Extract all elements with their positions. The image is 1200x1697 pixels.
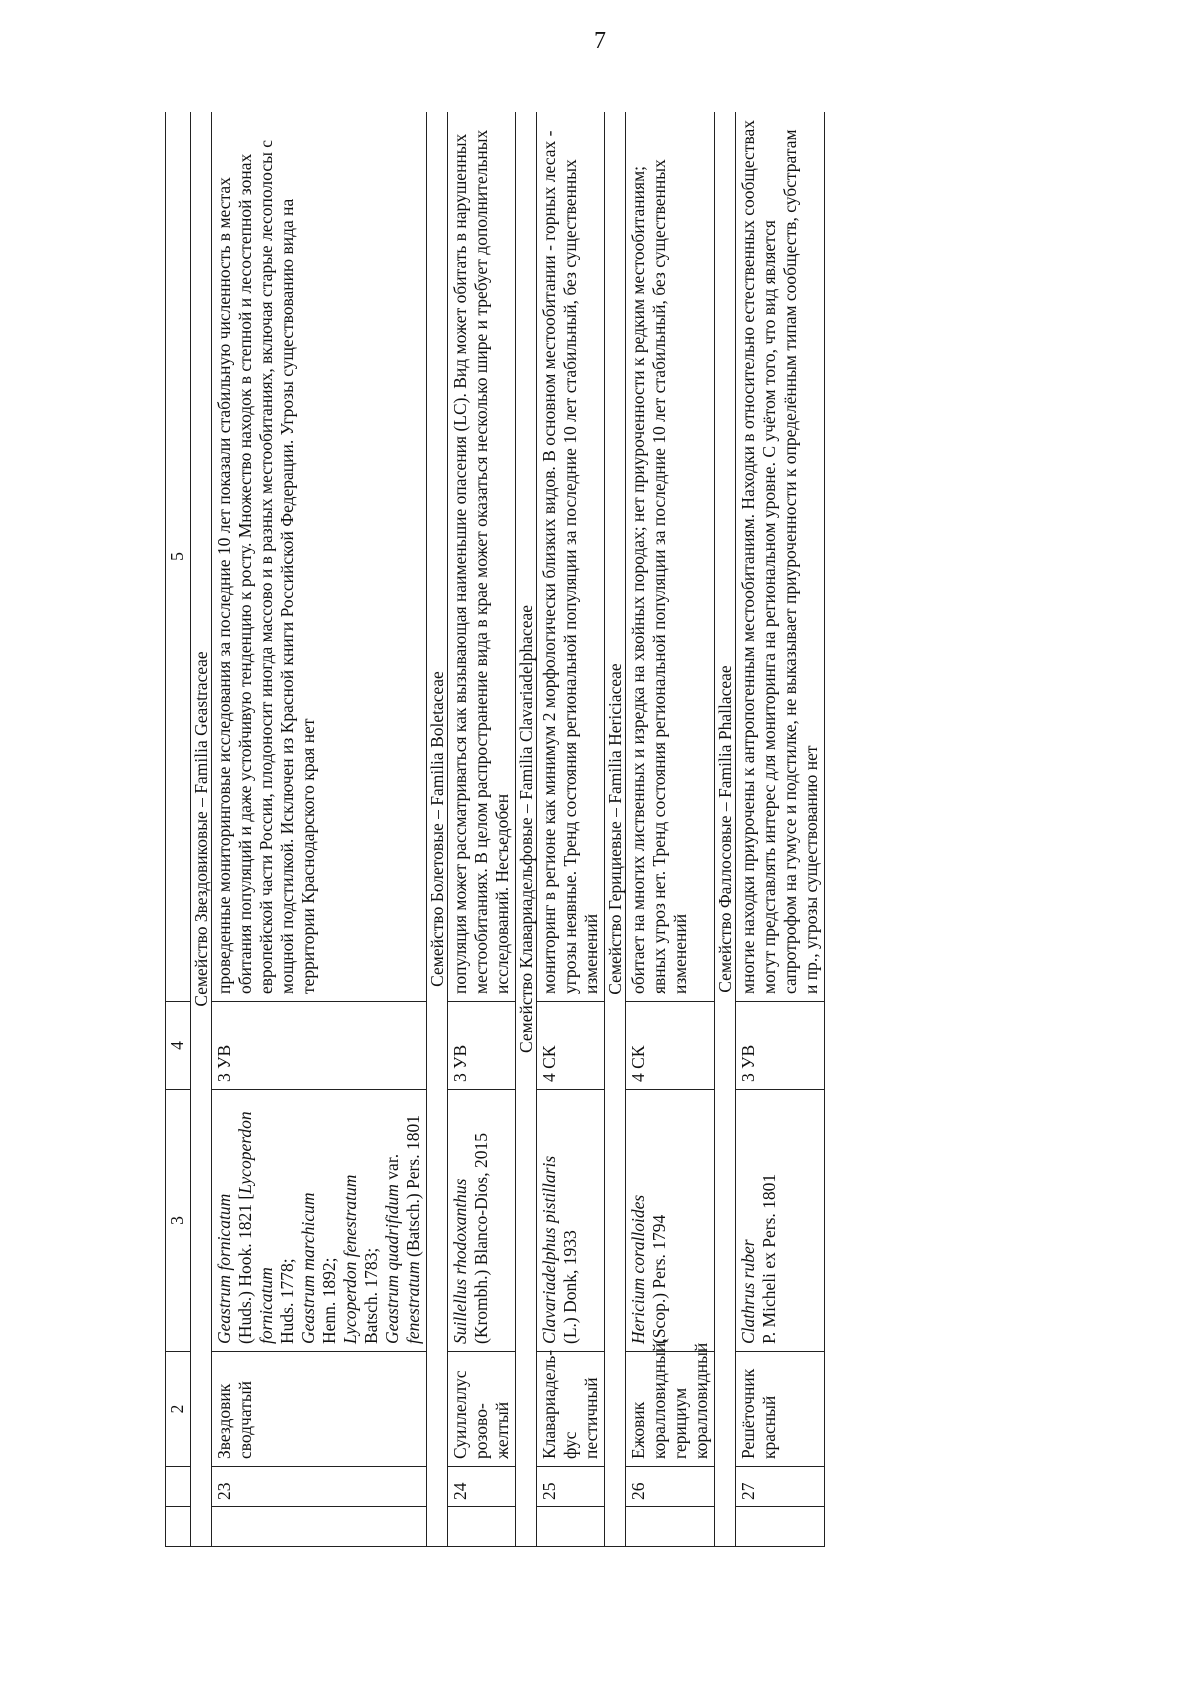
family-cell: Семейство Герициевые – Familia Hericiaceae [605,112,626,1547]
rotated-table-container [165,112,1035,1547]
category: 3 УВ [448,1002,516,1090]
latin-part: fenestratum [403,1261,423,1344]
header-col-2: 2 [166,1352,191,1467]
row-spacer [212,1507,427,1547]
category: 3 УВ [736,1002,825,1090]
table-body [191,112,825,1547]
latin-line [759,1097,780,1344]
status-notes: обитает на многих лиственных и изредка на хвойных породах; нет приуроченности к редким местообитаниям; явных угроз нет. Тренд состояния региональной популяции за последние 10 лет стабильный, без существенных изменений [626,112,715,1002]
table-row [537,112,605,1547]
latin-part: P. Micheli ex Pers. 1801 [759,1173,779,1344]
category: 3 УВ [212,1002,427,1090]
latin-part: Geastrum quadrifidum [382,1184,402,1344]
species-table [165,112,825,1547]
species-name: Решёточник красный [736,1352,825,1467]
latin-line [560,1097,581,1344]
status-notes: проведенные мониторинговые исследования за последние 10 лет показали стабильную численность в местах обитания популяций и даже устойчивую тенденцию к росту. Множество находок в степной и лесостепной зонах европейской части России, плодоносит иногда массово и в разных местообитаниях, включая старые лесополосы с мощной подстилкой. Исключен из Красной книги Российской Федерации. Угрозы существованию вида на территории Краснодарского края нет [212,112,427,1002]
row-number: 23 [212,1467,427,1507]
species-name: Суиллеллус розово-желтый [448,1352,516,1467]
family-row [516,112,537,1547]
header-col-5: 5 [166,112,191,1002]
latin-line [649,1097,670,1344]
category: 4 СК [626,1002,715,1090]
latin-line [539,1097,560,1344]
latin-part: Lycoperdon fornicatum [235,1111,276,1344]
header-col-1b [166,1467,191,1507]
row-number: 24 [448,1467,516,1507]
latin-part: Batsch. 1783; [361,1247,381,1344]
species-name: Клавариадель-фус пестичный [537,1352,605,1467]
row-number: 27 [736,1467,825,1507]
latin-part: Hericium coralloides [628,1194,648,1344]
row-spacer [626,1507,715,1547]
latin-part: (Scop.) Pers. 1794 [649,1214,669,1344]
latin-part: Geastrum fornicatum [214,1193,234,1344]
latin-part: Henn. 1892; [319,1257,339,1344]
latin-part: Clavariadelphus pistillaris [539,1155,559,1344]
family-cell: Семейство Клавариадельфовые – Familia Clavariadelphaceae [516,112,537,1547]
family-row [427,112,448,1547]
latin-line [738,1097,759,1344]
row-number: 26 [626,1467,715,1507]
row-spacer [736,1507,825,1547]
row-number: 25 [537,1467,605,1507]
latin-line [235,1097,277,1344]
latin-line [628,1097,649,1344]
family-row [191,112,212,1547]
table-row [448,112,516,1547]
family-cell: Семейство Фаллосовые – Familia Phallaceae [715,112,736,1547]
species-name: Ежовик коралловидный, герициум коралловидный [626,1352,715,1467]
latin-line [277,1097,298,1344]
latin-line [361,1097,382,1344]
latin-line [214,1097,235,1344]
page-number: 7 [594,28,606,54]
latin-line [471,1097,492,1344]
latin-part: (Huds.) Hook. 1821 [ [235,1193,255,1344]
latin-line [382,1097,424,1344]
latin-part: Suillellus rhodoxanthus [450,1178,470,1344]
category: 4 СК [537,1002,605,1090]
latin-part: Clathrus ruber [738,1239,758,1344]
family-row [715,112,736,1547]
latin-part: Geastrum marchicum [298,1192,318,1344]
status-notes: многие находки приурочены к антропогенным местообитаниям. Находки в относительно естественных сообществах могут представлять интерес для мониторинга на региональном уровне. С учётом того, что вид является сапротрофом на гумусе и подстилке, не выказывает приуроченности к определённым типам сообществ, субстратам и пр., угрозы существованию нет [736,112,825,1002]
latin-name [212,1090,427,1352]
latin-part: Lycoperdon fenestratum [340,1174,360,1344]
latin-part: (Krombh.) Blanco-Dios, 2015 [471,1133,491,1344]
latin-part: var. [382,1153,402,1185]
latin-part: (Batsch.) Pers. 1801 [403,1115,423,1262]
row-spacer [448,1507,516,1547]
table-row [736,112,825,1547]
latin-line [298,1097,319,1344]
latin-part: Huds. 1778; [277,1258,297,1344]
species-name: Звездовик сводчатый [212,1352,427,1467]
latin-name [736,1090,825,1352]
status-notes: популяция может рассматриваться как вызывающая наименьшие опасения (LC). Вид может обитать в нарушенных местообитаниях. В целом распространение вида в крае может оказаться несколько шире и требует дополнительных исследований. Несъедобен [448,112,516,1002]
table-row [212,112,427,1547]
latin-line [319,1097,340,1344]
header-col-4: 4 [166,1002,191,1090]
family-row [605,112,626,1547]
header-row [166,112,191,1547]
status-notes: мониторинг в регионе как минимум 2 морфологически близких видов. В основном местообитании - горных лесах - угрозы неявные. Тренд состояния региональной популяции за последние 10 лет стабильный, без существенных изменений [537,112,605,1002]
rotated-table [165,112,1035,1547]
latin-name [448,1090,516,1352]
header-col-3: 3 [166,1090,191,1352]
table-row [626,112,715,1547]
latin-line [450,1097,471,1344]
row-spacer [537,1507,605,1547]
family-cell: Семейство Звездовиковые – Familia Geastraceae [191,112,212,1547]
family-cell: Семейство Болетовые – Familia Boletaceae [427,112,448,1547]
header-col-1 [166,1507,191,1547]
latin-part: (L.) Donk, 1933 [560,1230,580,1344]
latin-name [626,1090,715,1352]
latin-name [537,1090,605,1352]
latin-line [340,1097,361,1344]
